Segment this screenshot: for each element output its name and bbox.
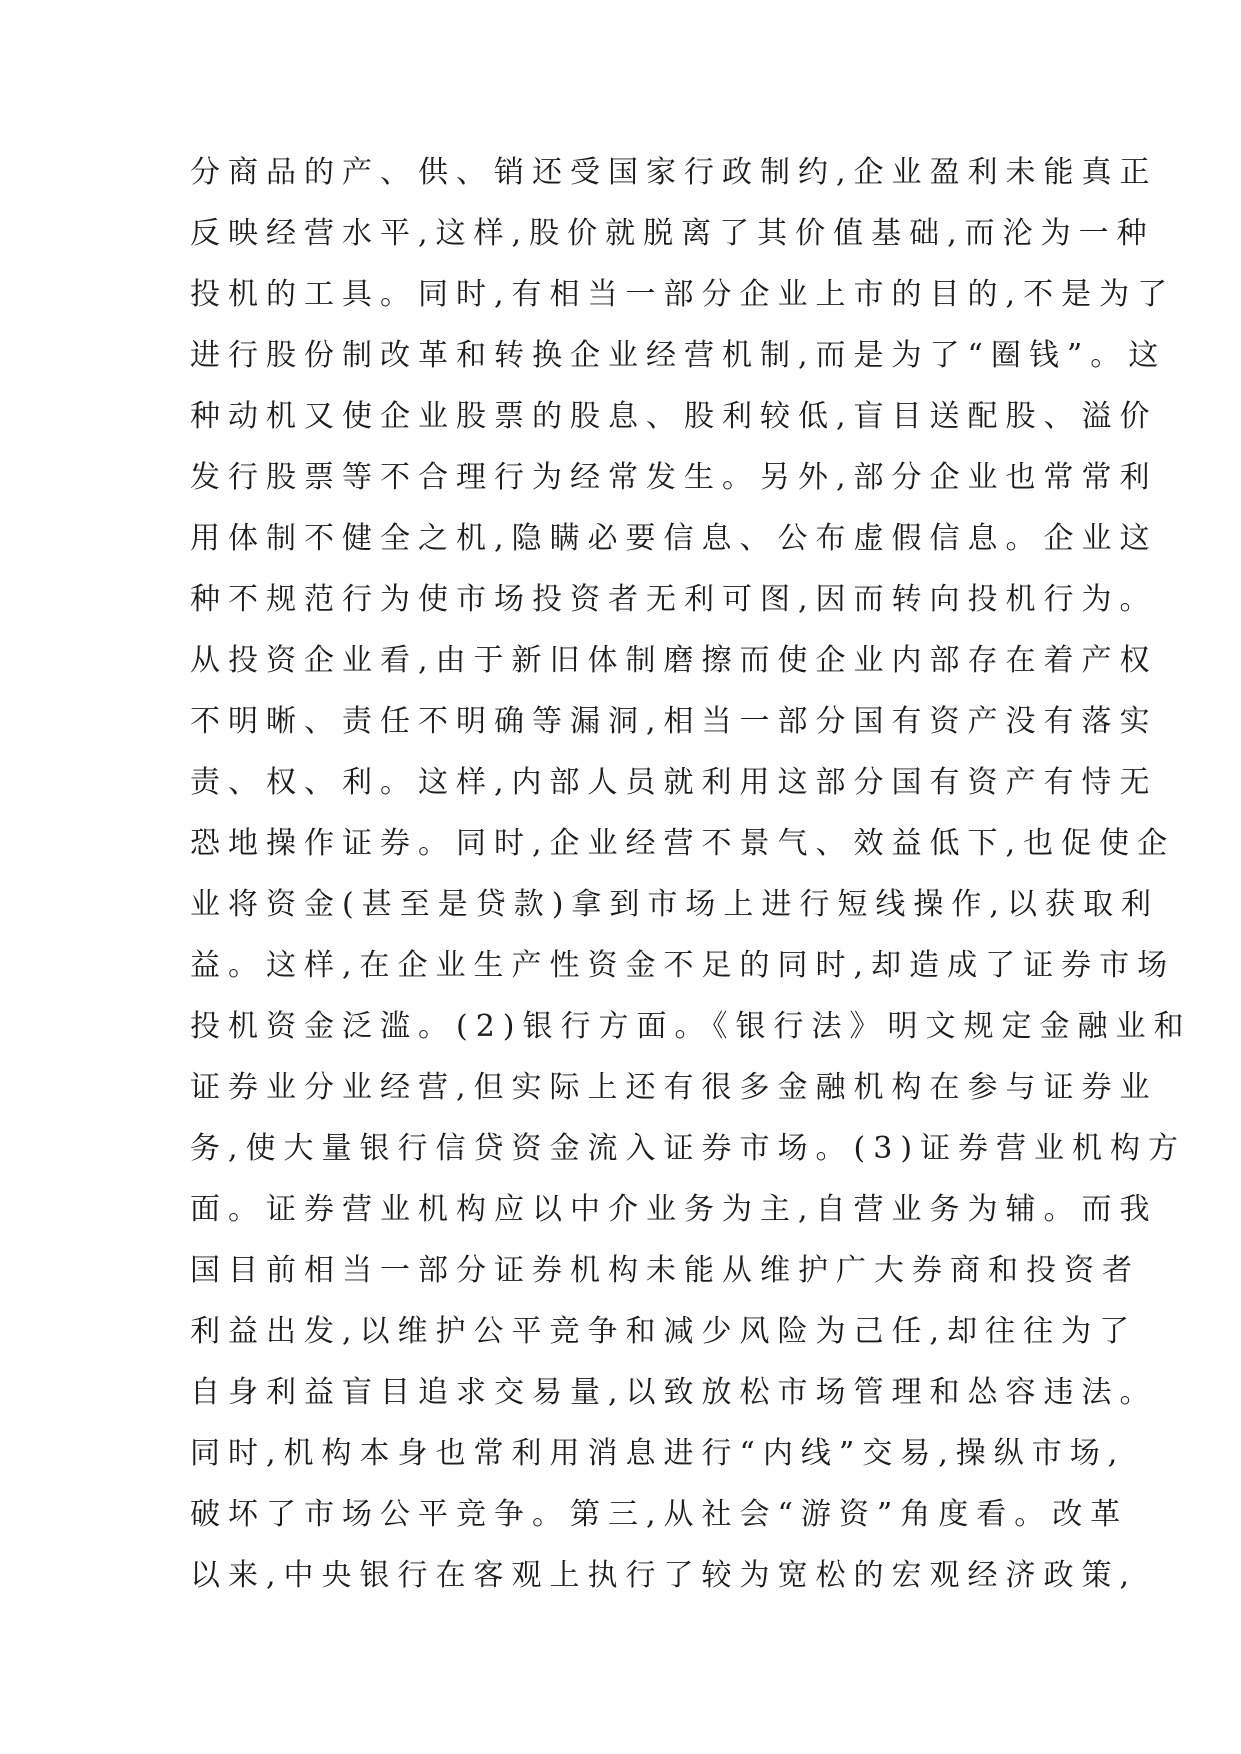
text-line-22: 同时,机构本身也常利用消息进行“内线”交易,操纵市场, [190,1436,1126,1471]
text-line-5: 种动机又使企业股票的股息、股利较低,盲目送配股、溢价 [190,399,1158,434]
text-line-18: 面。证券营业机构应以中介业务为主,自营业务为辅。而我 [190,1192,1158,1227]
text-line-8: 种不规范行为使市场投资者无利可图,因而转向投机行为。 [190,582,1158,617]
text-line-10: 不明晰、责任不明确等漏洞,相当一部分国有资产没有落实 [190,704,1158,739]
text-line-3: 投机的工具。同时,有相当一部分企业上市的目的,不是为了 [190,277,1176,312]
body-text [190,142,1192,1606]
text-line-20: 利益出发,以维护公平竞争和减少风险为己任,却往往为了 [190,1314,1138,1349]
text-line-4: 进行股份制改革和转换企业经营机制,而是为了“圈钱”。这 [190,338,1167,373]
text-line-17: 务,使大量银行信贷资金流入证券市场。(3)证券营业机构方 [190,1131,1187,1166]
text-line-15: 投机资金泛滥。(2)银行方面。《银行法》明文规定金融业和 [190,1009,1192,1044]
text-line-9: 从投资企业看,由于新旧体制磨擦而使企业内部存在着产权 [190,643,1158,678]
text-line-11: 责、权、利。这样,内部人员就利用这部分国有资产有恃无 [190,765,1158,800]
text-line-16: 证券业分业经营,但实际上还有很多金融机构在参与证券业 [190,1070,1158,1105]
text-line-12: 恐地操作证券。同时,企业经营不景气、效益低下,也促使企 [190,826,1176,861]
text-line-1: 分商品的产、供、销还受国家行政制约,企业盈利未能真正 [190,155,1158,190]
text-line-19: 国目前相当一部分证券机构未能从维护广大券商和投资者 [190,1253,1140,1288]
text-line-7: 用体制不健全之机,隐瞒必要信息、公布虚假信息。企业这 [190,521,1158,556]
text-line-14: 益。这样,在企业生产性资金不足的同时,却造成了证券市场 [190,948,1176,983]
text-line-2: 反映经营水平,这样,股价就脱离了其价值基础,而沦为一种 [190,216,1155,251]
text-line-6: 发行股票等不合理行为经常发生。另外,部分企业也常常利 [190,460,1158,495]
text-line-24: 以来,中央银行在客观上执行了较为宽松的宏观经济政策, [190,1558,1138,1593]
text-line-21: 自身利益盲目追求交易量,以致放松市场管理和怂容违法。 [190,1375,1158,1410]
text-line-23: 破坏了市场公平竞争。第三,从社会“游资”角度看。改革 [190,1497,1129,1532]
text-line-13: 业将资金(甚至是贷款)拿到市场上进行短线操作,以获取利 [190,887,1159,922]
